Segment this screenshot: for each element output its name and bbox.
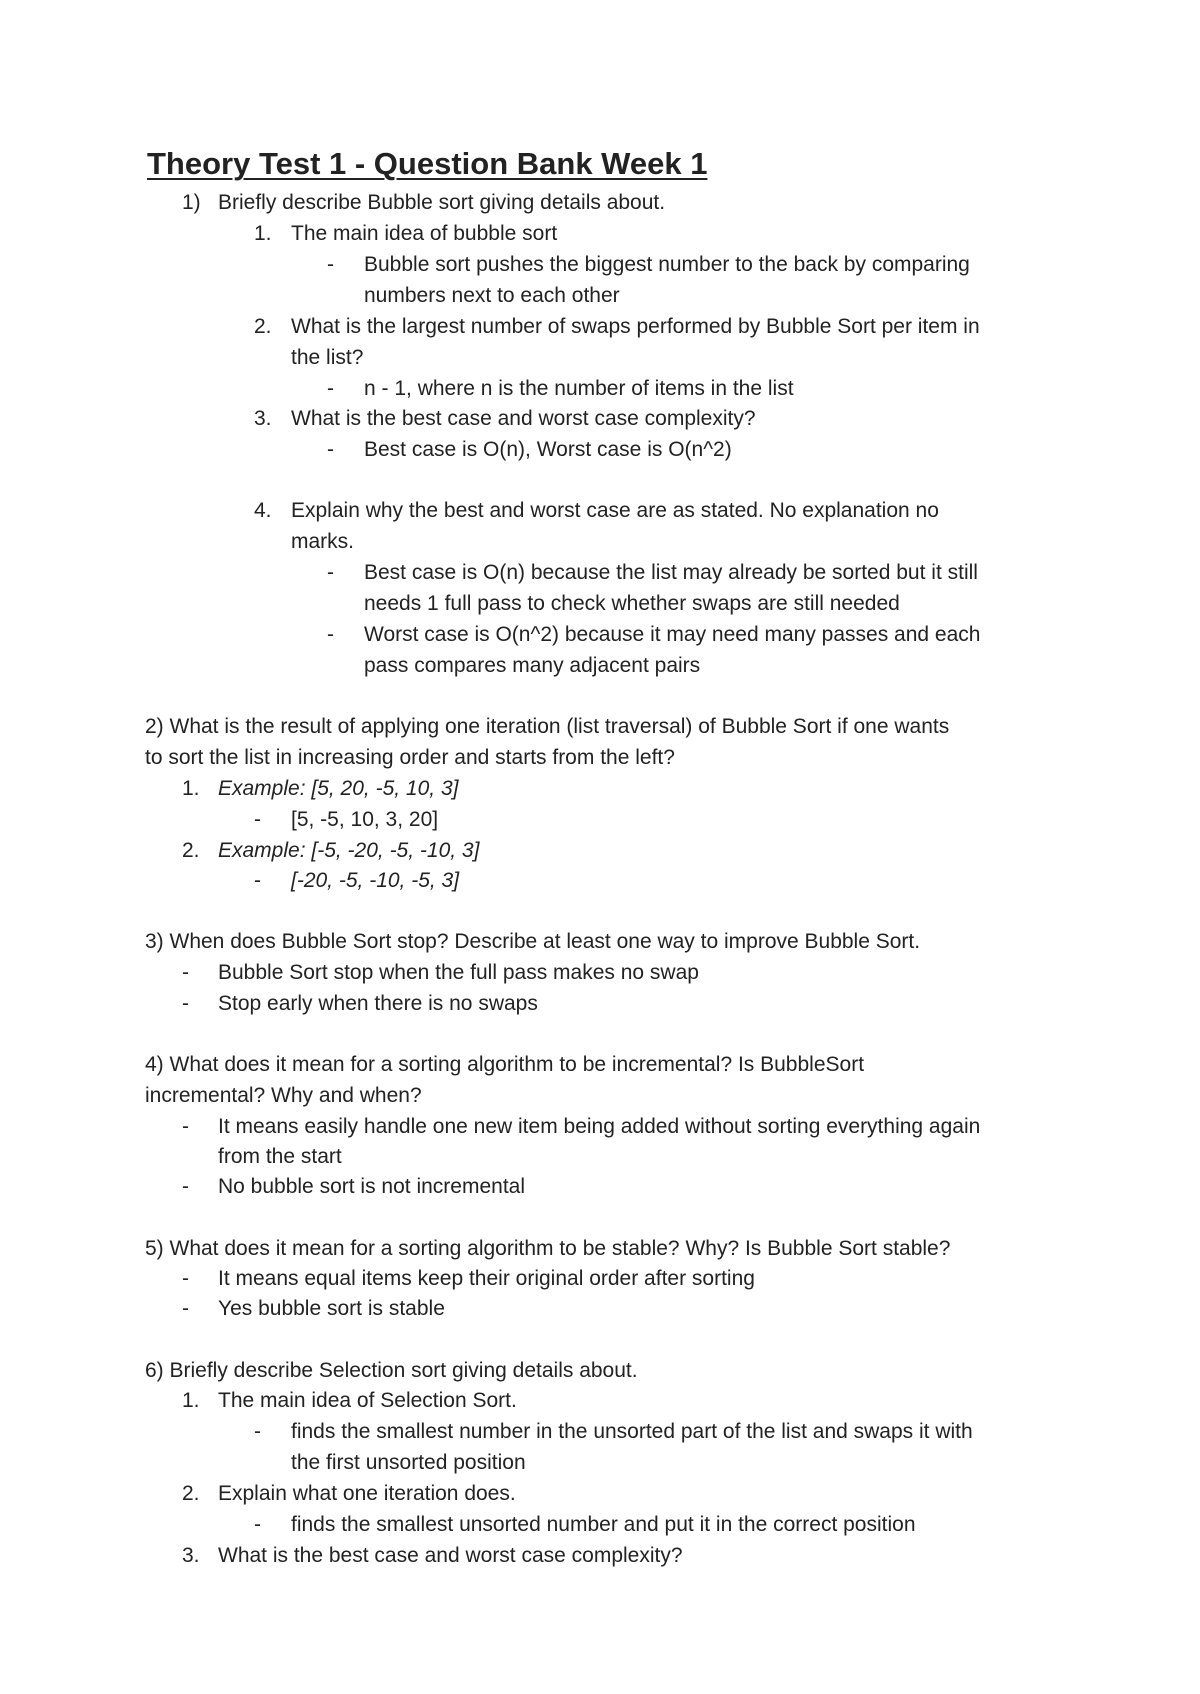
q1-answer-line: needs 1 full pass to check whether swaps are still needed — [364, 592, 900, 615]
q1-item-text: The main idea of bubble sort — [291, 222, 558, 245]
q1-item-text: What is the largest number of swaps performed by Bubble Sort per item in — [291, 315, 980, 338]
bullet-dash: - — [254, 1420, 261, 1443]
bullet-dash: - — [254, 1513, 261, 1536]
q1-number: 1) — [182, 191, 201, 214]
q1-item-text: the list? — [291, 346, 364, 369]
q1-item-number: 3. — [254, 407, 272, 430]
bullet-dash: - — [182, 1115, 189, 1138]
q1-answer-line: Worst case is O(n^2) because it may need many passes and each — [364, 623, 981, 646]
q1-answer-line: pass compares many adjacent pairs — [364, 654, 701, 677]
q4-text: 4) What does it mean for a sorting algorithm to be incremental? Is BubbleSort — [145, 1053, 865, 1076]
bullet-dash: - — [327, 377, 334, 400]
bullet-dash: - — [327, 253, 334, 276]
q1-answer-line: Best case is O(n), Worst case is O(n^2) — [364, 438, 732, 461]
q2-text: 2) What is the result of applying one iteration (list traversal) of Bubble Sort if one wants — [145, 715, 950, 738]
page-title: Theory Test 1 - Question Bank Week 1 — [147, 146, 708, 181]
q6-item-text: The main idea of Selection Sort. — [218, 1389, 517, 1412]
q2-example-text: Example: [-5, -20, -5, -10, 3] — [218, 839, 480, 862]
q1-item-text: Explain why the best and worst case are as stated. No explanation no — [291, 499, 939, 522]
q2-example-answer: [5, -5, 10, 3, 20] — [291, 808, 439, 831]
q5-text: 5) What does it mean for a sorting algorithm to be stable? Why? Is Bubble Sort stable? — [145, 1237, 951, 1260]
q1-item-text: marks. — [291, 530, 354, 553]
q6-answer-line: the first unsorted position — [291, 1451, 526, 1474]
q6-item-number: 2. — [182, 1482, 200, 1505]
q3-answer: Bubble Sort stop when the full pass makes no swap — [218, 961, 699, 984]
q4-text: incremental? Why and when? — [145, 1084, 422, 1107]
q3-answer: Stop early when there is no swaps — [218, 992, 538, 1015]
q1-text: Briefly describe Bubble sort giving details about. — [218, 191, 666, 214]
q1-item-number: 1. — [254, 222, 272, 245]
q4-answer: No bubble sort is not incremental — [218, 1175, 525, 1198]
q6-answer-line: finds the smallest number in the unsorted part of the list and swaps it with — [291, 1420, 973, 1443]
q1-answer-line: Best case is O(n) because the list may already be sorted but it still — [364, 561, 978, 584]
q2-example-text: Example: [5, 20, -5, 10, 3] — [218, 777, 459, 800]
q6-text: 6) Briefly describe Selection sort giving details about. — [145, 1359, 638, 1382]
q5-answer: Yes bubble sort is stable — [218, 1297, 445, 1320]
bullet-dash: - — [254, 808, 261, 831]
q1-item-number: 2. — [254, 315, 272, 338]
bullet-dash: - — [254, 869, 261, 892]
q6-answer-line: finds the smallest unsorted number and put it in the correct position — [291, 1513, 916, 1536]
q1-item-text: What is the best case and worst case complexity? — [291, 407, 756, 430]
q2-example-number: 2. — [182, 839, 200, 862]
q6-item-number: 1. — [182, 1389, 200, 1412]
bullet-dash: - — [327, 623, 334, 646]
bullet-dash: - — [327, 438, 334, 461]
bullet-dash: - — [182, 961, 189, 984]
bullet-dash: - — [182, 1175, 189, 1198]
q6-item-text: What is the best case and worst case complexity? — [218, 1544, 683, 1567]
q1-answer-line: numbers next to each other — [364, 284, 620, 307]
bullet-dash: - — [182, 1297, 189, 1320]
q3-text: 3) When does Bubble Sort stop? Describe at least one way to improve Bubble Sort. — [145, 930, 921, 953]
q2-text: to sort the list in increasing order and starts from the left? — [145, 746, 675, 769]
q1-item-number: 4. — [254, 499, 272, 522]
q2-example-answer: [-20, -5, -10, -5, 3] — [291, 869, 460, 892]
q4-answer: It means easily handle one new item being added without sorting everything again — [218, 1115, 981, 1138]
q5-answer: It means equal items keep their original order after sorting — [218, 1267, 755, 1290]
bullet-dash: - — [182, 1267, 189, 1290]
bullet-dash: - — [327, 561, 334, 584]
q2-example-number: 1. — [182, 777, 200, 800]
q1-answer-line: Bubble sort pushes the biggest number to the back by comparing — [364, 253, 970, 276]
bullet-dash: - — [182, 992, 189, 1015]
q6-item-text: Explain what one iteration does. — [218, 1482, 516, 1505]
q4-answer: from the start — [218, 1145, 342, 1168]
q1-answer-line: n - 1, where n is the number of items in the list — [364, 377, 794, 400]
q6-item-number: 3. — [182, 1544, 200, 1567]
